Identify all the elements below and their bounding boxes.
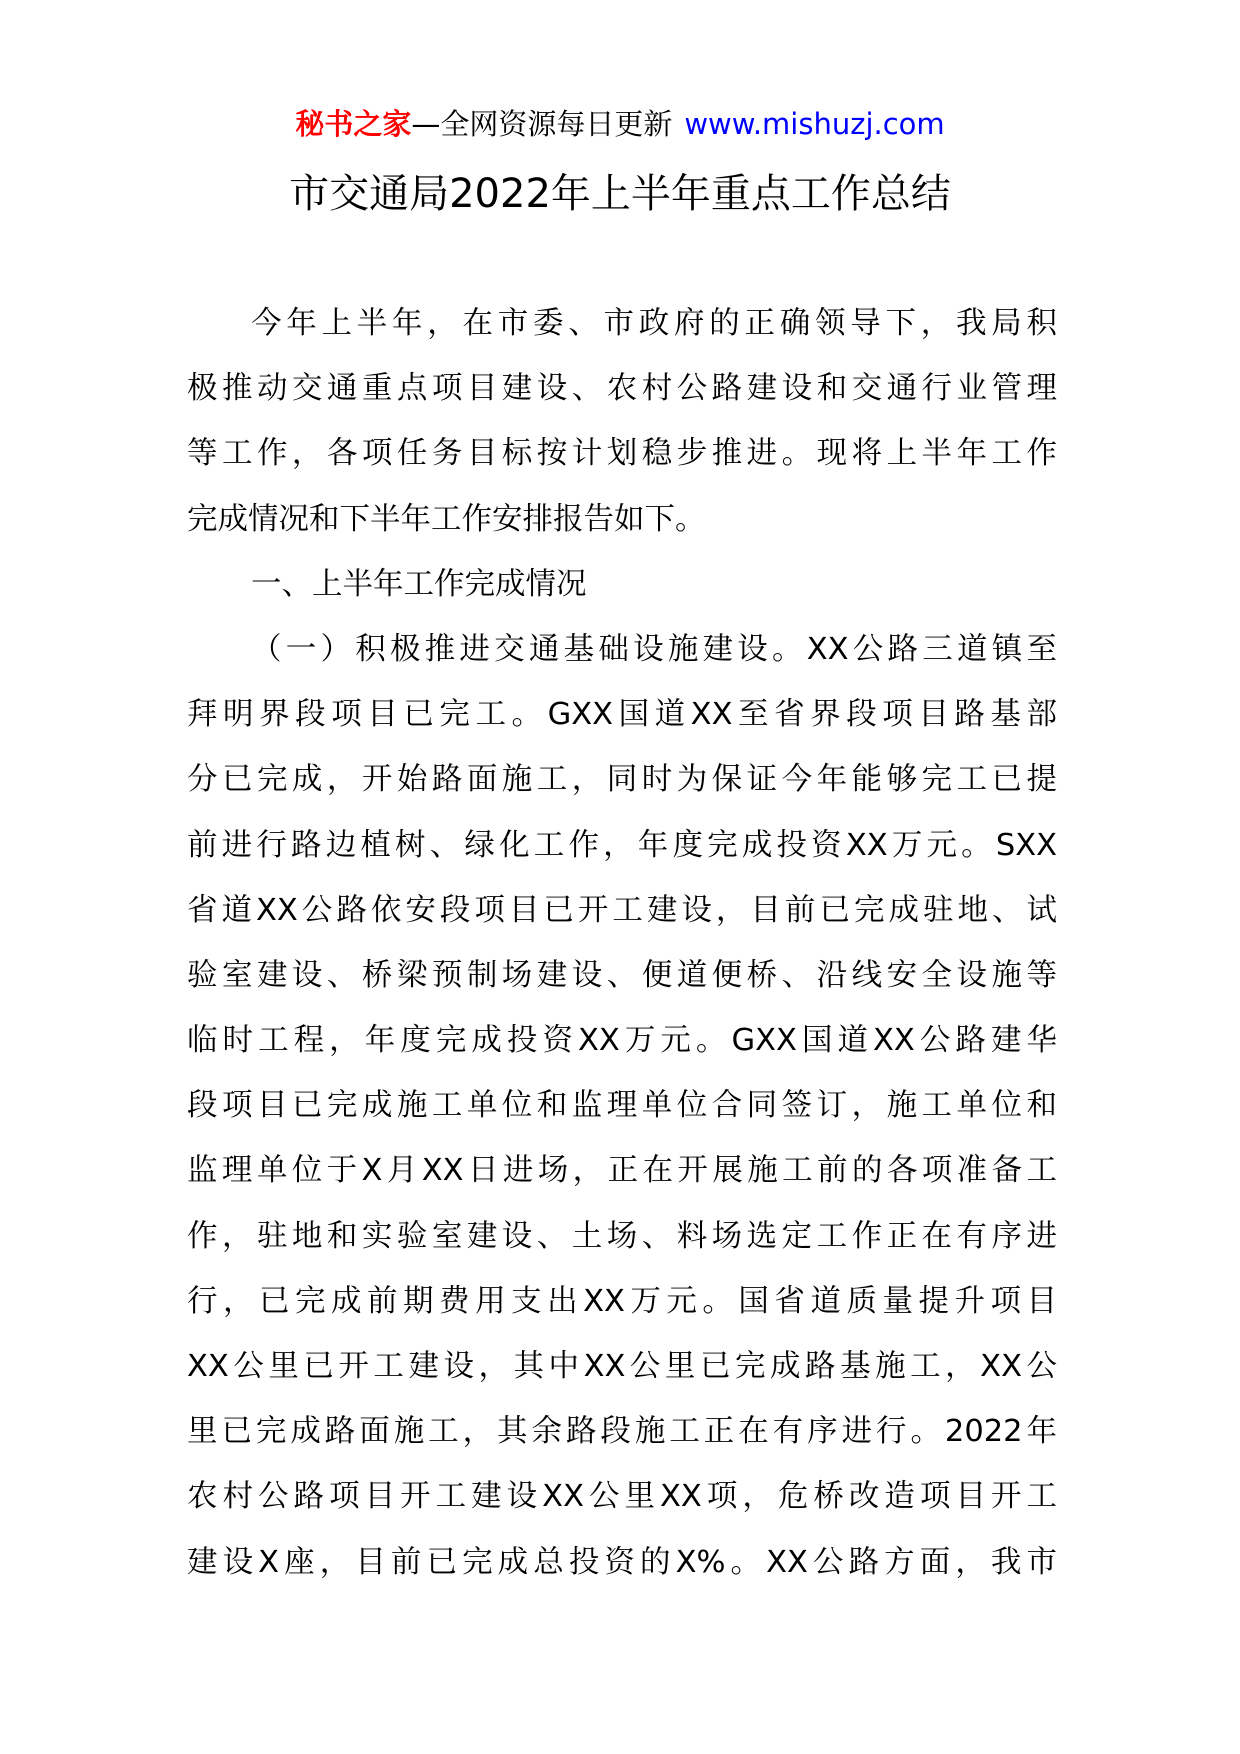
paragraph-line: 前进行路边植树、绿化工作，年度完成投资XX万元。SXX — [187, 827, 1057, 863]
paragraph-line: 里已完成路面施工，其余路段施工正在有序进行。2022年 — [187, 1414, 1057, 1450]
paragraph-line: 农村公路项目开工建设XX公里XX项，危桥改造项目开工 — [187, 1479, 1057, 1515]
paragraph-line: 完成情况和下半年工作安排报告如下。 — [187, 501, 706, 537]
paragraph-line: 段项目已完成施工单位和监理单位合同签订，施工单位和 — [187, 1088, 1057, 1124]
document-title: 市交通局2022年上半年重点工作总结 — [289, 171, 951, 217]
section-heading: 一、上半年工作完成情况 — [251, 566, 587, 602]
brand-name: 秘书之家 — [295, 107, 412, 141]
paragraph-line: 分已完成，开始路面施工，同时为保证今年能够完工已提 — [187, 762, 1057, 798]
site-header — [0, 104, 1240, 144]
paragraph-line: 建设X座，目前已完成总投资的X%。XX公路方面，我市 — [187, 1544, 1057, 1580]
paragraph-line: XX公里已开工建设，其中XX公里已完成路基施工，XX公 — [187, 1349, 1057, 1384]
paragraph-line: 省道XX公路依安段项目已开工建设，目前已完成驻地、试 — [187, 892, 1057, 928]
paragraph-line: 监理单位于X月XX日进场，正在开展施工前的各项准备工 — [187, 1153, 1057, 1189]
paragraph-line: （一）积极推进交通基础设施建设。XX公路三道镇至 — [251, 631, 1057, 667]
paragraph-line: 等工作，各项任务目标按计划稳步推进。现将上半年工作 — [187, 436, 1057, 472]
site-url-link[interactable]: www.mishuzj.com — [684, 107, 945, 141]
paragraph-line: 拜明界段项目已完工。GXX国道XX至省界段项目路基部 — [187, 697, 1057, 733]
paragraph-line: 作，驻地和实验室建设、土场、料场选定工作正在有序进 — [187, 1218, 1057, 1254]
paragraph-line: 行，已完成前期费用支出XX万元。国省道质量提升项目 — [187, 1283, 1057, 1319]
document-body — [187, 291, 1057, 1595]
paragraph-line: 验室建设、桥梁预制场建设、便道便桥、沿线安全设施等 — [187, 957, 1057, 993]
paragraph-line: 临时工程，年度完成投资XX万元。GXX国道XX公路建华 — [187, 1023, 1057, 1059]
paragraph-line: 今年上半年，在市委、市政府的正确领导下，我局积 — [251, 306, 1057, 341]
paragraph-line: 极推动交通重点项目建设、农村公路建设和交通行业管理 — [187, 371, 1057, 407]
header-tagline: —全网资源每日更新 — [411, 107, 673, 141]
